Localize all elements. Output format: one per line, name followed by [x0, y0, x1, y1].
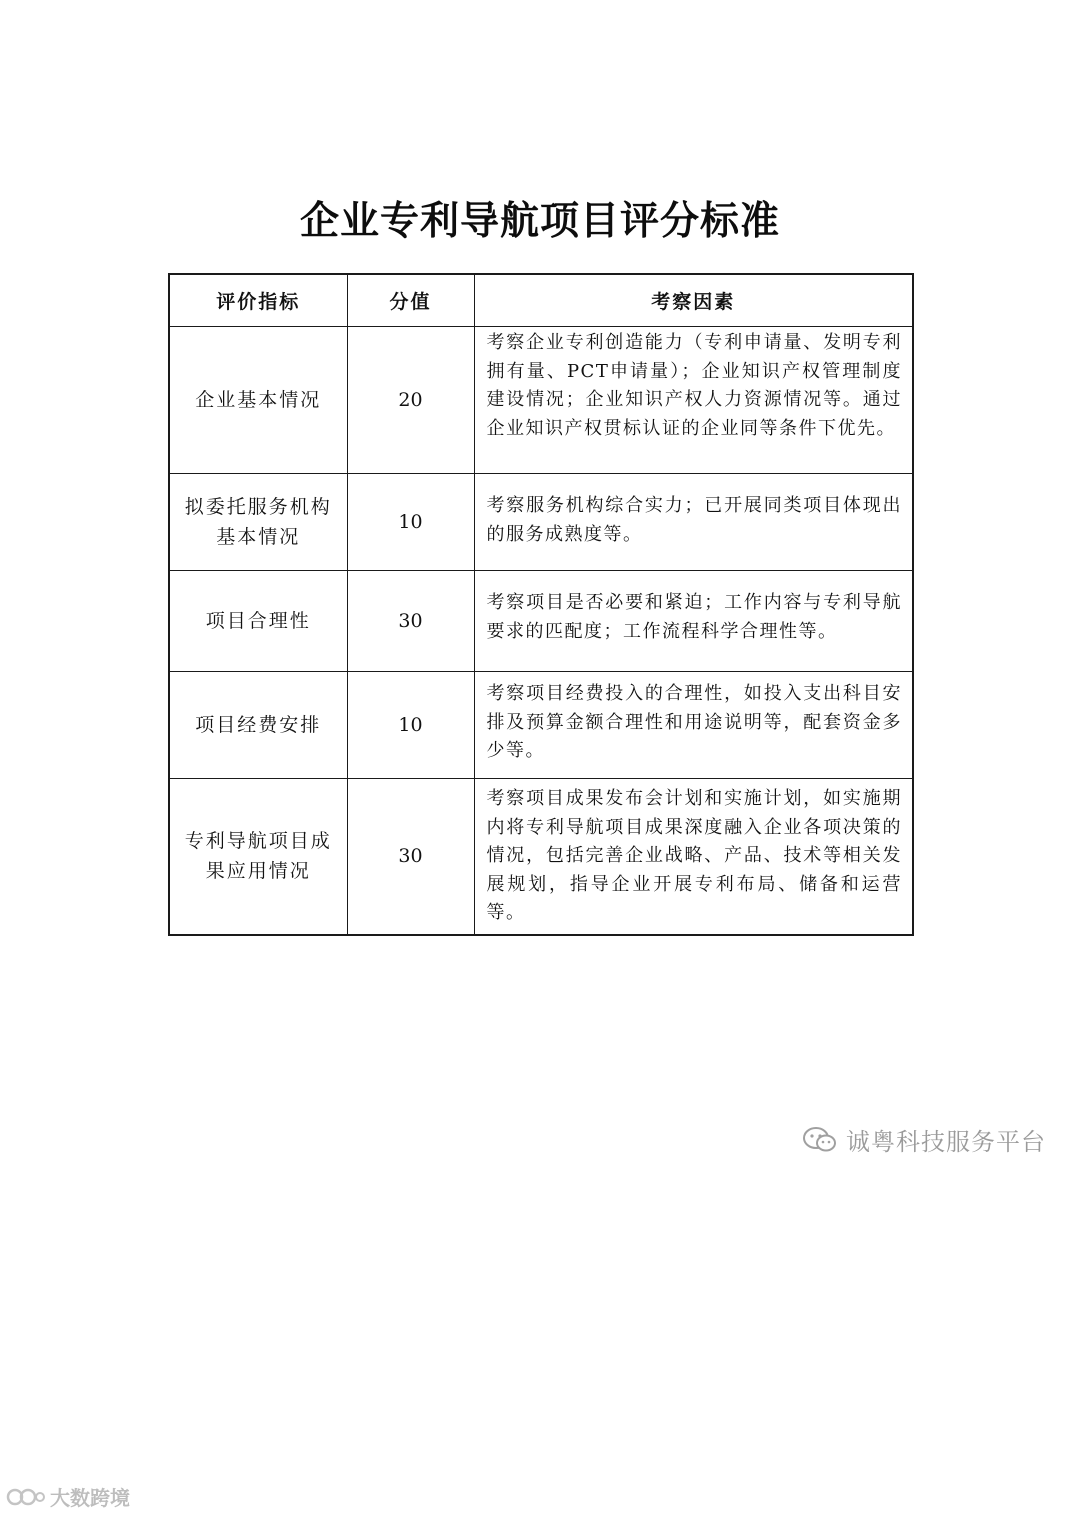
row-indicator: 专利导航项目成果应用情况: [169, 779, 347, 935]
header-indicator: 评价指标: [169, 274, 347, 327]
document-title: 企业专利导航项目评分标准: [299, 199, 780, 244]
row-score: 30: [347, 571, 474, 672]
table-row: [169, 672, 913, 779]
row-factors: 考察企业专利创造能力（专利申请量、发明专利拥有量、PCT申请量）；企业知识产权管理制度建设情况；企业知识产权人力资源情况等。通过企业知识产权贯标认证的企业同等条件下优先。: [474, 327, 913, 474]
row-score: 10: [347, 672, 474, 779]
header-factors: 考察因素: [474, 274, 913, 327]
table-row: [169, 779, 913, 935]
row-factors: 考察项目是否必要和紧迫；工作内容与专利导航要求的匹配度；工作流程科学合理性等。: [474, 571, 913, 672]
row-score: 10: [347, 474, 474, 571]
corner-watermark-text: 大数跨境: [50, 1486, 130, 1510]
row-indicator: 拟委托服务机构基本情况: [169, 474, 347, 571]
table-row: [169, 571, 913, 672]
row-factors: 考察服务机构综合实力；已开展同类项目体现出的服务成熟度等。: [474, 474, 913, 571]
table-header-row: [169, 274, 913, 327]
row-score: 30: [347, 779, 474, 935]
row-indicator: 项目合理性: [169, 571, 347, 672]
scoring-table: [168, 273, 914, 936]
row-factors: 考察项目经费投入的合理性，如投入支出科目安排及预算金额合理性和用途说明等，配套资金多少等。: [474, 672, 913, 779]
dashu-logo-icon: [6, 1487, 46, 1507]
row-indicator: 企业基本情况: [169, 327, 347, 474]
wechat-icon: [802, 1126, 838, 1154]
row-score: 20: [347, 327, 474, 474]
header-score: 分值: [347, 274, 474, 327]
row-factors: 考察项目成果发布会计划和实施计划，如实施期内将专利导航项目成果深度融入企业各项决策的情况，包括完善企业战略、产品、技术等相关发展规划，指导企业开展专利布局、储备和运营等。: [474, 779, 913, 935]
source-watermark: [802, 1122, 1046, 1157]
table-row: [169, 327, 913, 474]
corner-watermark: [6, 1482, 130, 1511]
row-indicator: 项目经费安排: [169, 672, 347, 779]
source-watermark-text: 诚粤科技服务平台: [846, 1128, 1046, 1156]
table-row: [169, 474, 913, 571]
